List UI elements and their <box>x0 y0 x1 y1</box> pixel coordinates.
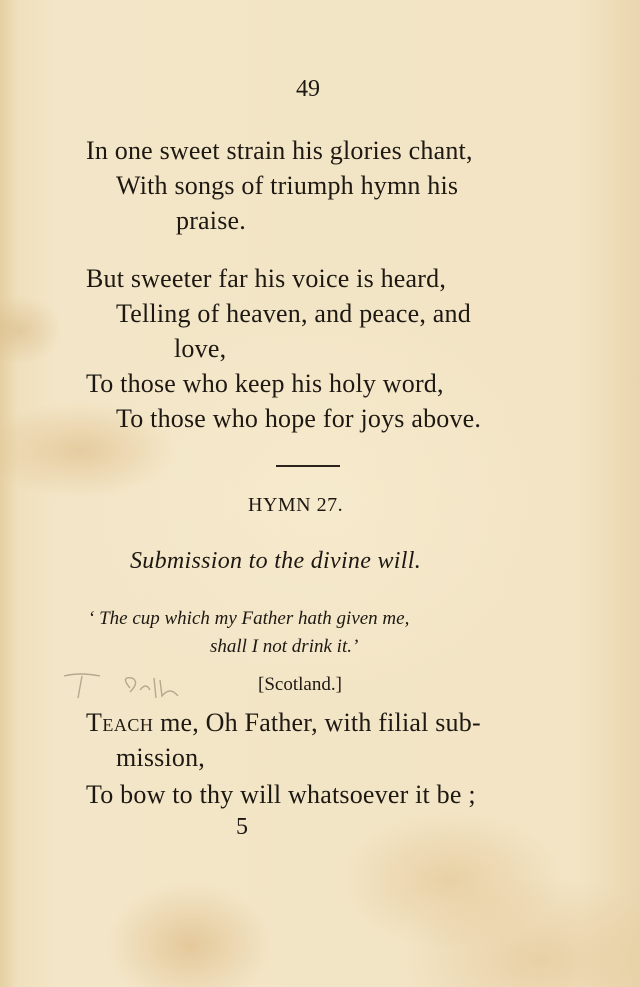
pencil-marking <box>60 668 200 704</box>
hymn-subtitle: Submission to the divine will. <box>130 548 421 574</box>
epigraph-line1: ‘ The cup which my Father hath given me, <box>88 608 410 629</box>
verse-line3: To bow to thy will whatsoever it be ; <box>86 780 476 809</box>
verse-line2: mission, <box>116 743 206 772</box>
section-divider <box>276 465 340 467</box>
stanza2-line3: love, <box>174 334 227 363</box>
stanza2-line5: To those who hope for joys above. <box>116 404 482 433</box>
stanza2-line1: But sweeter far his voice is heard, <box>86 264 447 293</box>
stanza2-line2: Telling of heaven, and peace, and <box>116 299 471 328</box>
stanza2-line4: To those who keep his holy word, <box>86 369 444 398</box>
verse-first-word: Teach <box>86 708 154 737</box>
epigraph-line2: shall I not drink it.’ <box>210 636 359 657</box>
hymn-source: [Scotland.] <box>258 674 342 695</box>
stanza1-line3: praise. <box>176 206 246 235</box>
hymn-title: HYMN 27. <box>248 494 344 516</box>
page-number: 49 <box>296 76 320 102</box>
verse-line1-rest: me, Oh Father, with filial sub- <box>153 708 481 737</box>
verse-line1 <box>86 708 481 738</box>
signature-mark: 5 <box>236 814 248 840</box>
stanza1-line2: With songs of triumph hymn his <box>116 171 459 200</box>
stanza1-line1: In one sweet strain his glories chant, <box>86 136 473 165</box>
